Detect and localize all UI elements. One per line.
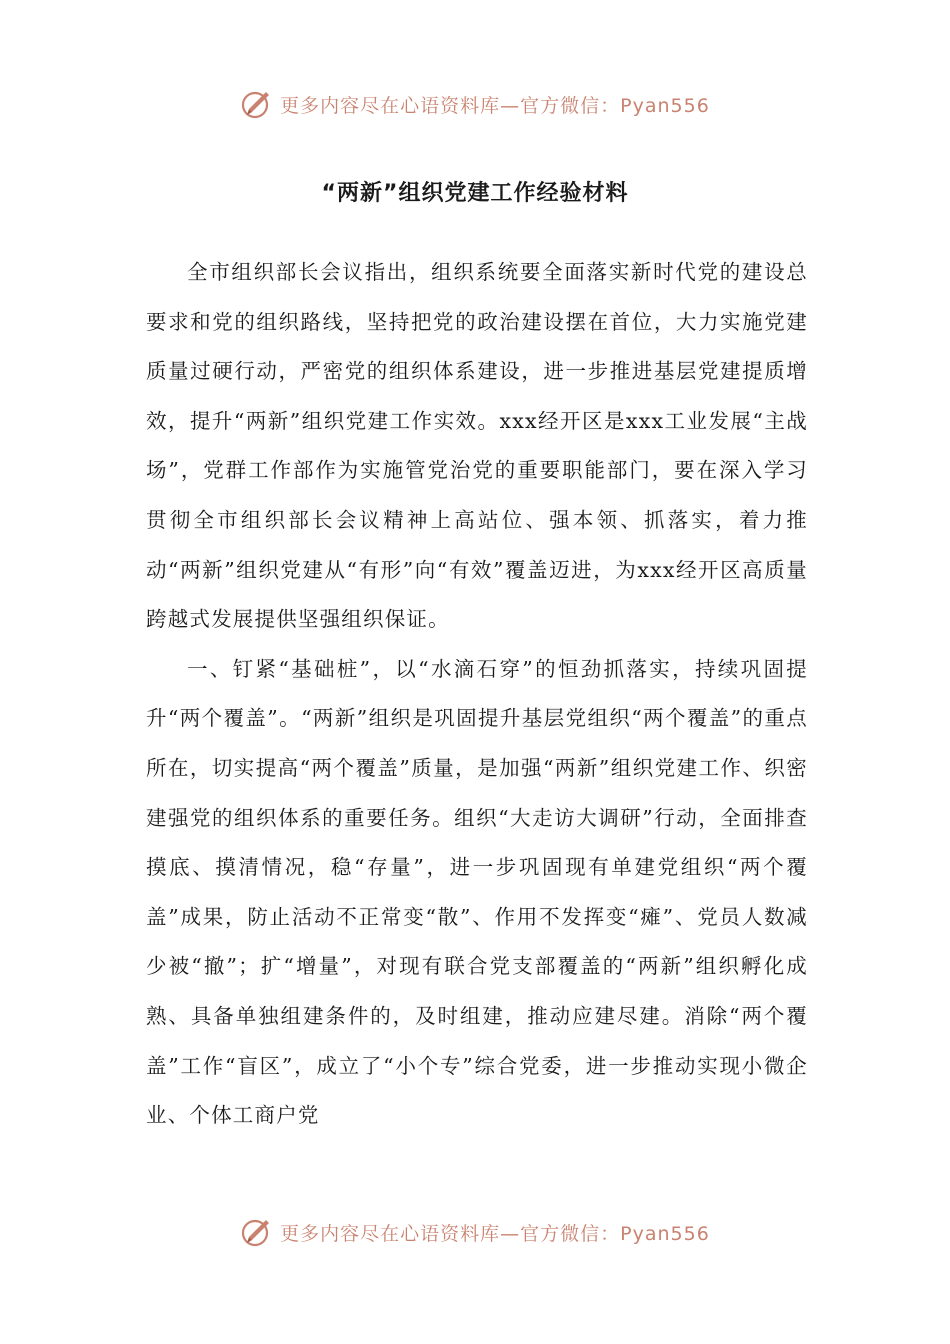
paragraph: 一、钉紧“基础桩”，以“水滴石穿”的恒劲抓落实，持续巩固提升“两个覆盖”。“两新”组织是巩固提升基层党组织“两个覆盖”的重点所在，切实提高“两个覆盖”质量，是加强“两新”组织党建工作、织密建强党的组织体系的重要任务。组织“大走访大调研”行动，全面排查摸底、摸清情况，稳“存量”，进一步巩固现有单建党组织“两个覆盖”成果，防止活动不正常变“散”、作用不发挥变“瘫”、党员人数减少被“撤”；扩“增量”，对现有联合党支部覆盖的“两新”组织孵化成熟、具备单独组建条件的，及时组建，推动应建尽建。消除“两个覆盖”工作“盲区”，成立了“小个专”综合党委，进一步推动实现小微企业、个体工商户党 — [146, 656, 808, 1128]
watermark-footer — [0, 1212, 950, 1252]
watermark-text: 更多内容尽在心语资料库—官方微信：Pyan556 — [280, 1222, 710, 1245]
watermark-text: 更多内容尽在心语资料库—官方微信：Pyan556 — [280, 94, 710, 117]
paragraph: 全市组织部长会议指出，组织系统要全面落实新时代党的建设总要求和党的组织路线，坚持把党的政治建设摆在首位，大力实施党建质量过硬行动，严密党的组织体系建设，进一步推进基层党建提质增效，提升“两新”组织党建工作实效。xxx经开区是xxx工业发展“主战场”，党群工作部作为实施管党治党的重要职能部门，要在深入学习贯彻全市组织部长会议精神上高站位、强本领、抓落实，着力推动“两新”组织党建从“有形”向“有效”覆盖迈进，为xxx经开区高质量跨越式发展提供坚强组织保证。 — [146, 260, 808, 632]
watermark-header — [0, 84, 950, 124]
document-title: “两新”组织党建工作经验材料 — [321, 181, 629, 206]
pen-logo-icon — [240, 87, 274, 121]
document-body — [146, 248, 808, 1141]
pen-logo-icon — [240, 1215, 274, 1249]
